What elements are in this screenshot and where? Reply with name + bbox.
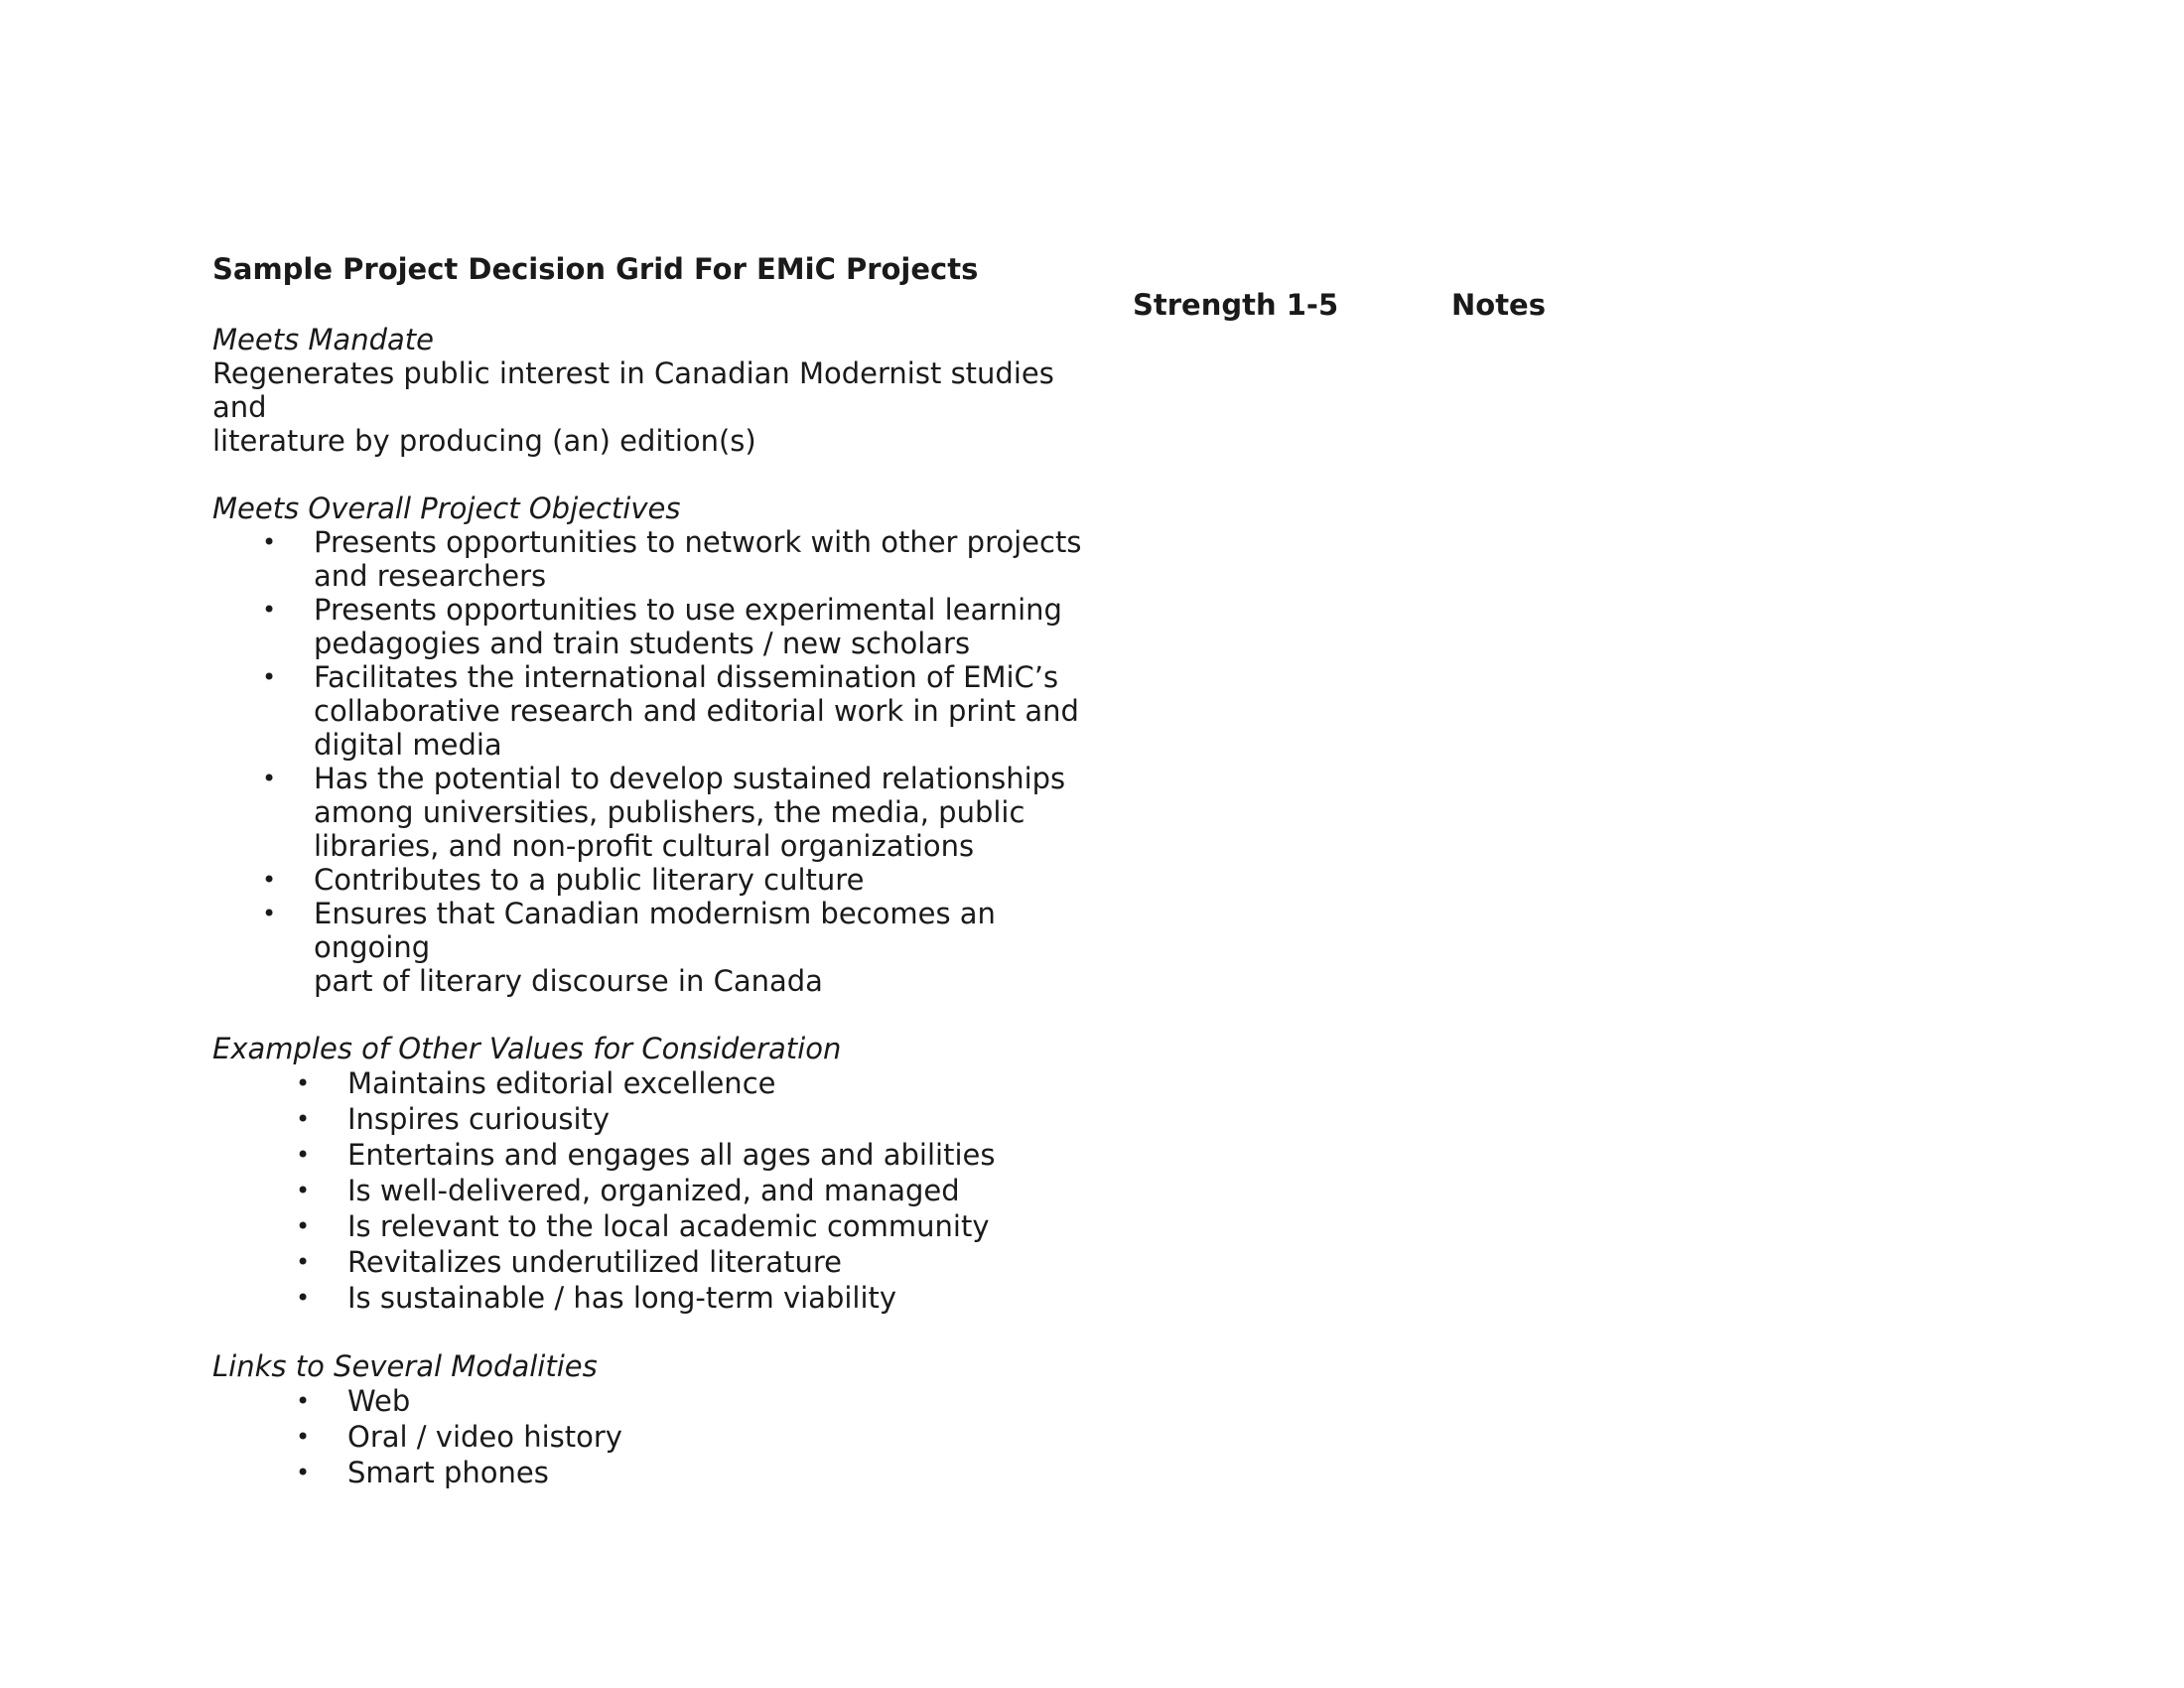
- column-header-strength: Strength 1-5: [1133, 288, 1339, 322]
- section-heading-objectives: Meets Overall Project Objectives: [212, 492, 681, 525]
- list-item-line: collaborative research and editorial work in print and: [314, 694, 1079, 728]
- section-heading-values: Examples of Other Values for Consideration: [212, 1032, 842, 1065]
- list-item: [212, 1065, 1106, 1101]
- bullet-icon: •: [296, 1248, 311, 1276]
- list-item: [212, 1419, 1106, 1455]
- bullet-icon: •: [296, 1141, 311, 1169]
- bullet-icon: •: [296, 1459, 311, 1486]
- list-item-line: Ensures that Canadian modernism becomes an ongoing: [314, 897, 996, 964]
- list-item-line: Contributes to a public literary culture: [314, 863, 865, 897]
- objectives-list: [212, 525, 1106, 998]
- document-title: Sample Project Decision Grid For EMiC Projects: [212, 252, 979, 286]
- list-item: [212, 762, 1106, 863]
- bullet-icon: •: [296, 1284, 311, 1312]
- list-item: [212, 1383, 1106, 1419]
- section-mandate: [212, 323, 1106, 458]
- list-item-text: Maintains editorial excellence: [347, 1066, 776, 1100]
- bullet-icon: •: [296, 1069, 311, 1097]
- list-item-text: Web: [347, 1384, 411, 1418]
- values-list: [212, 1065, 1106, 1316]
- section-heading-mandate: Meets Mandate: [212, 323, 434, 356]
- list-item: [212, 1280, 1106, 1316]
- list-item: [212, 525, 1106, 593]
- list-item: [212, 593, 1106, 660]
- list-item: [212, 1137, 1106, 1173]
- bullet-icon: •: [262, 663, 277, 691]
- bullet-icon: •: [296, 1105, 311, 1133]
- bullet-icon: •: [262, 866, 277, 894]
- section-modalities: [212, 1349, 1106, 1490]
- list-item-line: pedagogies and train students / new scholars: [314, 627, 971, 660]
- list-item-text: Smart phones: [347, 1456, 549, 1489]
- section-heading-modalities: Links to Several Modalities: [212, 1349, 598, 1383]
- list-item: [212, 1101, 1106, 1137]
- list-item-line: libraries, and non-profit cultural organizations: [314, 829, 975, 863]
- list-item: [212, 1173, 1106, 1208]
- mandate-text-line: Regenerates public interest in Canadian Modernist studies and: [212, 356, 1054, 424]
- list-item: [212, 1455, 1106, 1490]
- mandate-text-line: literature by producing (an) edition(s): [212, 424, 756, 458]
- list-item-text: Is relevant to the local academic community: [347, 1209, 990, 1243]
- bullet-icon: •: [262, 900, 277, 927]
- bullet-icon: •: [296, 1423, 311, 1451]
- bullet-icon: •: [262, 765, 277, 792]
- list-item-line: digital media: [314, 728, 502, 762]
- list-item: [212, 660, 1106, 762]
- list-item-line: among universities, publishers, the media, public: [314, 795, 1025, 829]
- list-item-text: Oral / video history: [347, 1420, 622, 1454]
- document-body: [212, 323, 1106, 1524]
- list-item-line: Presents opportunities to use experimental learning: [314, 593, 1062, 627]
- modalities-list: [212, 1383, 1106, 1490]
- list-item: [212, 897, 1106, 998]
- list-item-text: Is sustainable / has long-term viability: [347, 1281, 897, 1315]
- list-item-text: Revitalizes underutilized literature: [347, 1245, 842, 1279]
- column-header-notes: Notes: [1451, 288, 1546, 322]
- list-item: [212, 1208, 1106, 1244]
- list-item: [212, 1244, 1106, 1280]
- list-item-line: part of literary discourse in Canada: [314, 964, 823, 998]
- bullet-icon: •: [296, 1212, 311, 1240]
- list-item-text: Inspires curiousity: [347, 1102, 611, 1136]
- bullet-icon: •: [262, 528, 277, 556]
- bullet-icon: •: [262, 596, 277, 624]
- bullet-icon: •: [296, 1387, 311, 1415]
- bullet-icon: •: [296, 1177, 311, 1204]
- list-item-text: Entertains and engages all ages and abilities: [347, 1138, 996, 1172]
- list-item-line: Has the potential to develop sustained relationships: [314, 762, 1066, 795]
- list-item-line: and researchers: [314, 559, 547, 593]
- list-item-text: Is well-delivered, organized, and managed: [347, 1174, 960, 1207]
- list-item: [212, 863, 1106, 897]
- section-objectives: [212, 492, 1106, 998]
- list-item-line: Facilitates the international dissemination of EMiC’s: [314, 660, 1059, 694]
- list-item-line: Presents opportunities to network with other projects: [314, 525, 1082, 559]
- section-values: [212, 1032, 1106, 1316]
